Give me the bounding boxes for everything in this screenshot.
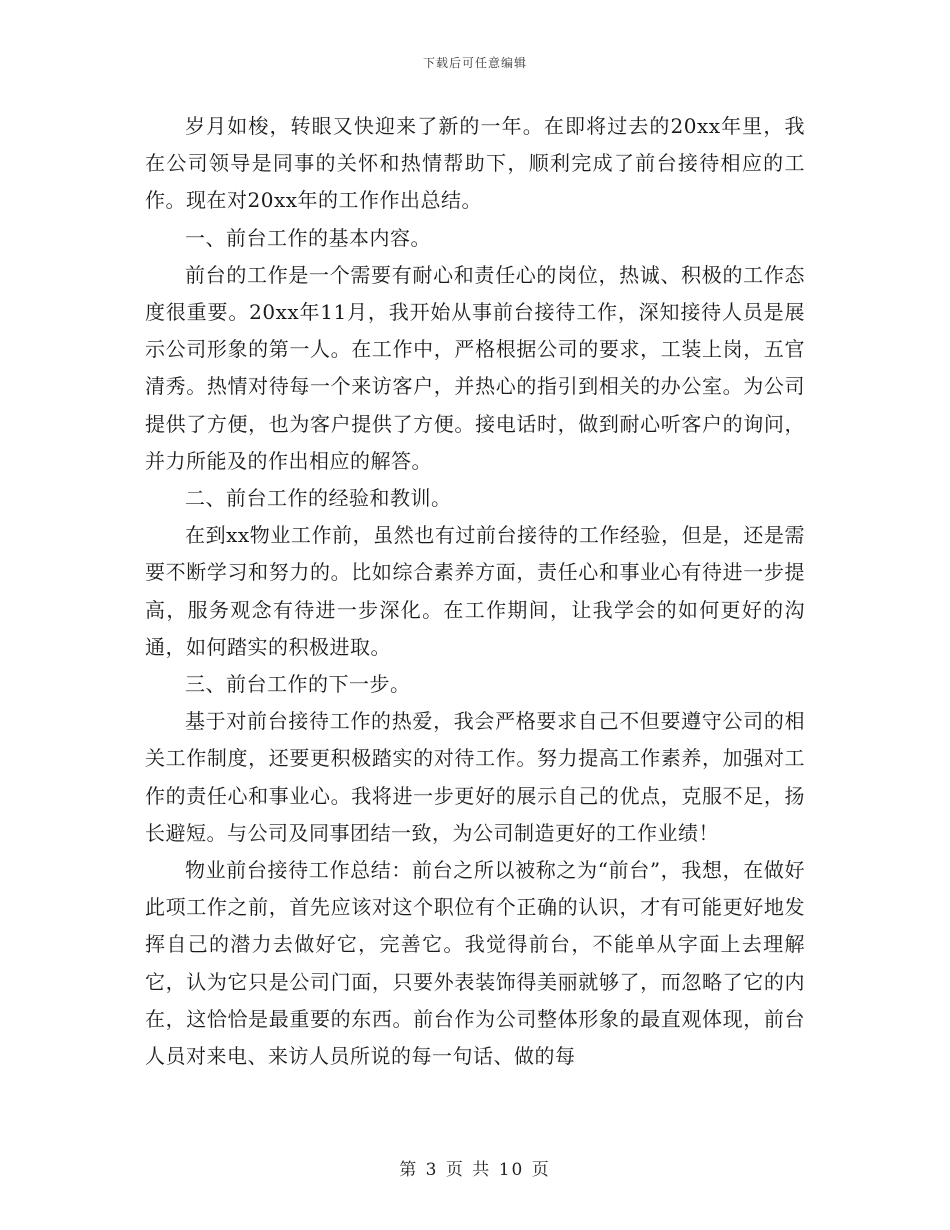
page-number: 第 3 页 共 10 页 <box>399 1160 551 1180</box>
paragraph-section-1: 前台的工作是一个需要有耐心和责任心的岗位，热诚、积极的工作态度很重要。20xx年11月，我开始从事前台接待工作，深知接待人员是展示公司形象的第一人。在工作中，严格根据公司的要求，工装上岗，五官清秀。热情对待每一个来访客户，并热心的指引到相关的办公室。为公司提供了方便，也为客户提供了方便。接电话时，做到耐心听客户的询问，并力所能及的作出相应的解答。 <box>145 262 805 473</box>
paragraph-section-3: 基于对前台接待工作的热爱，我会严格要求自己不但要遵守公司的相关工作制度，还要更积极踏实的对待工作。努力提高工作素养，加强对工作的责任心和事业心。我将进一步更好的展示自己的优点，克服不足，扬长避短。与公司及同事团结一致，为公司制造更好的工作业绩！ <box>145 709 805 845</box>
document-body <box>145 108 805 1075</box>
paragraph-intro: 岁月如梭，转眼又快迎来了新的一年。在即将过去的20xx年里，我在公司领导是同事的关怀和热情帮助下，顺利完成了前台接待相应的工作。现在对20xx年的工作作出总结。 <box>145 114 805 213</box>
paragraph-summary: 物业前台接待工作总结：前台之所以被称之为“前台”，我想，在做好此项工作之前，首先应该对这个职位有个正确的认识，才有可能更好地发挥自己的潜力去做好它，完善它。我觉得前台，不能单从字面上去理解它，认为它只是公司门面，只要外表装饰得美丽就够了，而忽略了它的内在，这恰恰是最重要的东西。前台作为公司整体形象的最直观体现，前台人员对来电、来访人员所说的每一句话、做的每 <box>145 858 805 1069</box>
section-heading-1: 一、前台工作的基本内容。 <box>185 225 431 250</box>
section-heading-3: 三、前台工作的下一步。 <box>185 672 411 697</box>
section-heading-2: 二、前台工作的经验和教训。 <box>185 486 452 511</box>
paragraph-section-2: 在到xx物业工作前，虽然也有过前台接待的工作经验，但是，还是需要不断学习和努力的。比如综合素养方面，责任心和事业心有待进一步提高，服务观念有待进一步深化。在工作期间，让我学会的如何更好的沟通，如何踏实的积极进取。 <box>145 523 805 659</box>
header-note: 下载后可任意编辑 <box>422 56 527 70</box>
